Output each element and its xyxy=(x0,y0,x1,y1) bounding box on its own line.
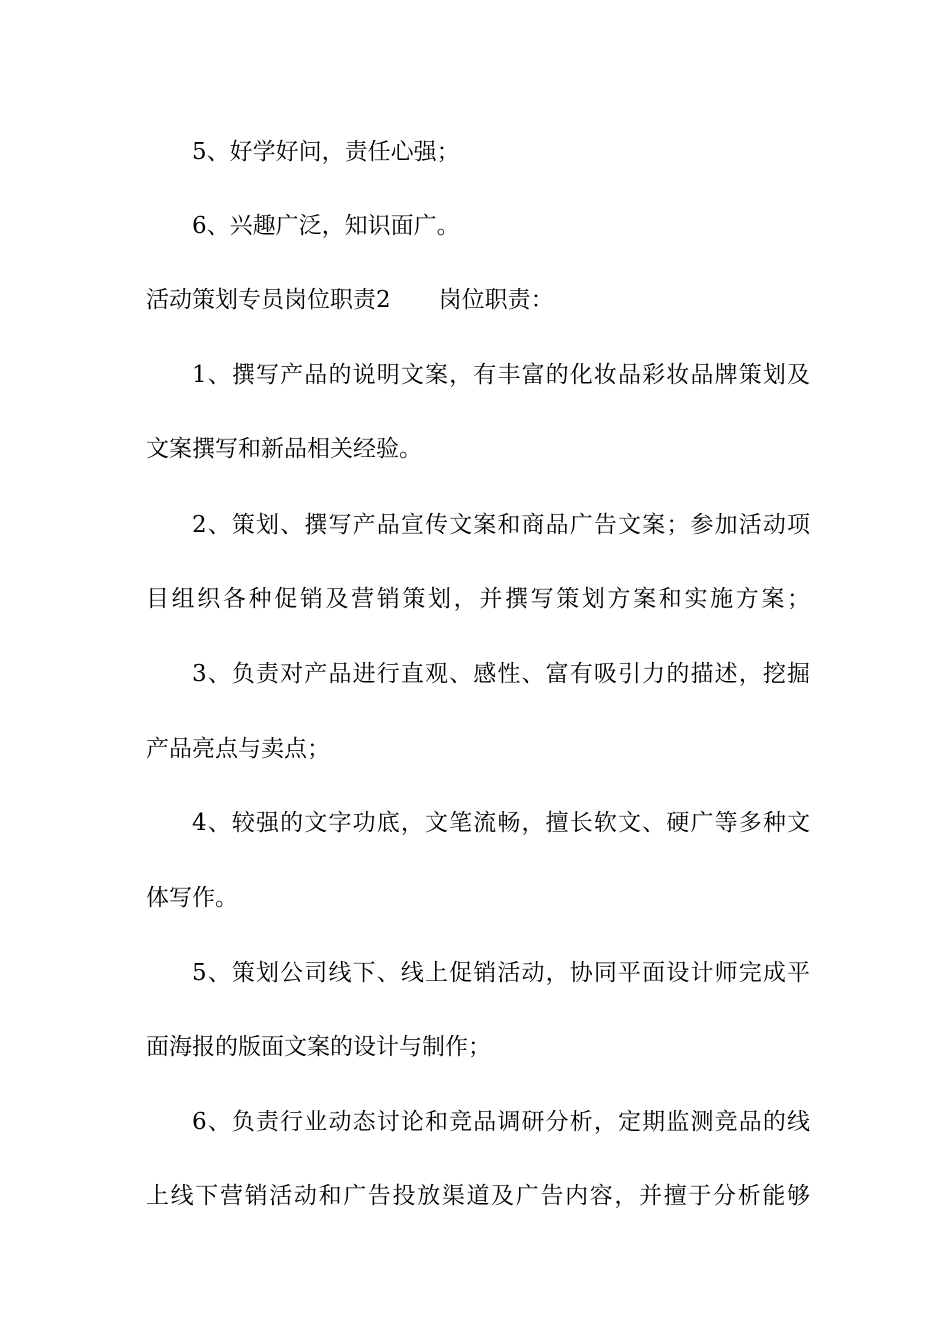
section-title: 活动策划专员岗位职责2 xyxy=(146,287,391,313)
section-subtitle: 岗位职责： xyxy=(438,287,554,313)
duty-1-line-2: 文案撰写和新品相关经验。 xyxy=(146,436,422,462)
duty-4-line-2: 体写作。 xyxy=(146,885,238,911)
duty-2-line-1: 2、策划、撰写产品宣传文案和商品广告文案；参加活动项 xyxy=(192,512,810,538)
duty-2-line-2: 目组织各种促销及营销策划，并撰写策划方案和实施方案； xyxy=(146,586,810,612)
duty-4-line-1: 4、较强的文字功底，文笔流畅，擅长软文、硬广等多种文 xyxy=(192,810,810,836)
duty-5-line-1: 5、策划公司线下、线上促销活动，协同平面设计师完成平 xyxy=(192,960,810,986)
duty-3-line-1: 3、负责对产品进行直观、感性、富有吸引力的描述，挖掘 xyxy=(192,661,810,687)
duty-6-line-2: 上线下营销活动和广告投放渠道及广告内容，并擅于分析能够 xyxy=(146,1183,810,1209)
duty-6-line-1: 6、负责行业动态讨论和竞品调研分析，定期监测竞品的线 xyxy=(192,1109,810,1135)
section-heading xyxy=(146,285,810,315)
duty-3-line-2: 产品亮点与卖点； xyxy=(146,736,330,762)
list-item-5-learning: 5、好学好问，责任心强； xyxy=(192,139,460,165)
list-item-6-interests: 6、兴趣广泛，知识面广。 xyxy=(192,213,460,239)
duty-1-line-1: 1、撰写产品的说明文案，有丰富的化妆品彩妆品牌策划及 xyxy=(192,362,810,388)
duty-5-line-2: 面海报的版面文案的设计与制作； xyxy=(146,1034,491,1060)
